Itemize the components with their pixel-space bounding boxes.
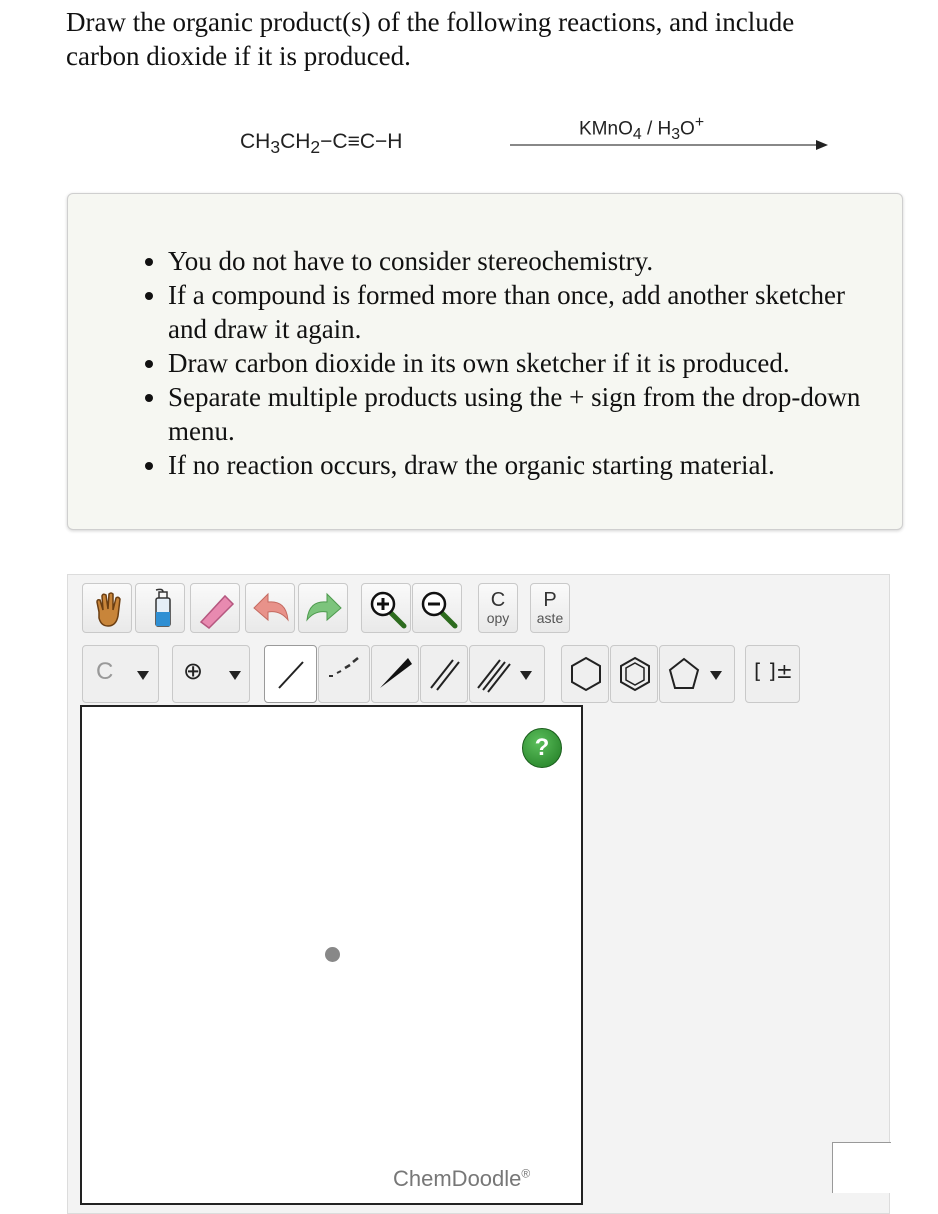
chevron-down-icon [83, 646, 160, 704]
instruction-item: • Draw carbon dioxide in its own sketcher if it is produced. [168, 346, 878, 380]
bracket-tool[interactable] [745, 645, 800, 703]
instruction-item: • Separate multiple products using the + sign from the drop-down menu. [168, 380, 878, 448]
instructions-box [67, 193, 903, 530]
cyclohexane-tool[interactable] [561, 645, 609, 703]
paste-button-small: aste [536, 610, 564, 626]
question-line-2: carbon dioxide if it is produced. [66, 41, 411, 71]
triple-bond-tool[interactable] [469, 645, 545, 703]
triple-bond-icon [470, 646, 546, 704]
redo-icon [299, 584, 349, 634]
paste-button[interactable] [530, 583, 570, 633]
charge-select-label: ⊕ [183, 657, 204, 685]
chevron-down-icon [173, 646, 251, 704]
clear-button[interactable] [135, 583, 185, 633]
chemdoodle-brand-mark: ® [521, 1166, 531, 1181]
zoom-in-icon [362, 584, 412, 634]
benzene-tool[interactable] [610, 645, 658, 703]
element-select-label: C [96, 658, 114, 685]
question-text [66, 5, 906, 73]
hand-tool-button[interactable] [82, 583, 132, 633]
double-bond-tool[interactable] [420, 645, 468, 703]
element-select[interactable] [82, 645, 159, 703]
reagent-label: KMnO$_4$ / $H_3O^+$ [579, 114, 705, 144]
next-sketcher-preview[interactable] [832, 1142, 891, 1193]
eraser-button[interactable] [190, 583, 240, 633]
dashed-bond-icon [319, 646, 371, 704]
wedge-bond-icon [372, 646, 420, 704]
hand-icon [83, 584, 133, 634]
copy-button-big: C [490, 589, 506, 611]
benzene-icon [611, 646, 659, 704]
undo-icon [246, 584, 296, 634]
reaction-arrow-head [816, 140, 828, 150]
chemdoodle-brand-text: ChemDoodle [393, 1166, 522, 1191]
help-button[interactable]: ? [522, 728, 562, 768]
dashed-bond-tool[interactable] [318, 645, 370, 703]
instruction-item: • If no reaction occurs, draw the organic starting material. [168, 448, 878, 482]
single-bond-icon [265, 646, 318, 704]
instruction-item: • If a compound is formed more than once, add another sketcher and draw it again. [168, 278, 878, 346]
cyclopentane-icon [660, 646, 736, 704]
undo-button[interactable] [245, 583, 295, 633]
charge-select[interactable] [172, 645, 250, 703]
instructions-list [168, 244, 878, 482]
wedge-bond-tool[interactable] [371, 645, 419, 703]
copy-button-small: opy [486, 610, 510, 626]
reaction-arrow [510, 144, 820, 146]
zoom-in-button[interactable] [361, 583, 411, 633]
double-bond-icon [421, 646, 469, 704]
eraser-icon [191, 584, 241, 634]
cyclopentane-tool[interactable] [659, 645, 735, 703]
chemdoodle-brand [393, 1166, 530, 1192]
redo-button[interactable] [298, 583, 348, 633]
zoom-out-icon [413, 584, 463, 634]
zoom-out-button[interactable] [412, 583, 462, 633]
reactant-formula: $CH_3CH_2-C\equiv C-H$ [240, 130, 403, 158]
eraser-bottle-icon [136, 584, 186, 634]
question-line-1: Draw the organic product(s) of the following reactions, and include [66, 7, 795, 37]
instruction-item: • You do not have to consider stereochemistry. [168, 244, 878, 278]
copy-button[interactable] [478, 583, 518, 633]
paste-button-big: P [543, 589, 557, 611]
cyclohexane-icon [562, 646, 610, 704]
bracket-tool-label: [ ]± [754, 659, 793, 683]
single-bond-tool[interactable] [264, 645, 317, 703]
canvas-cursor-dot [325, 947, 340, 962]
